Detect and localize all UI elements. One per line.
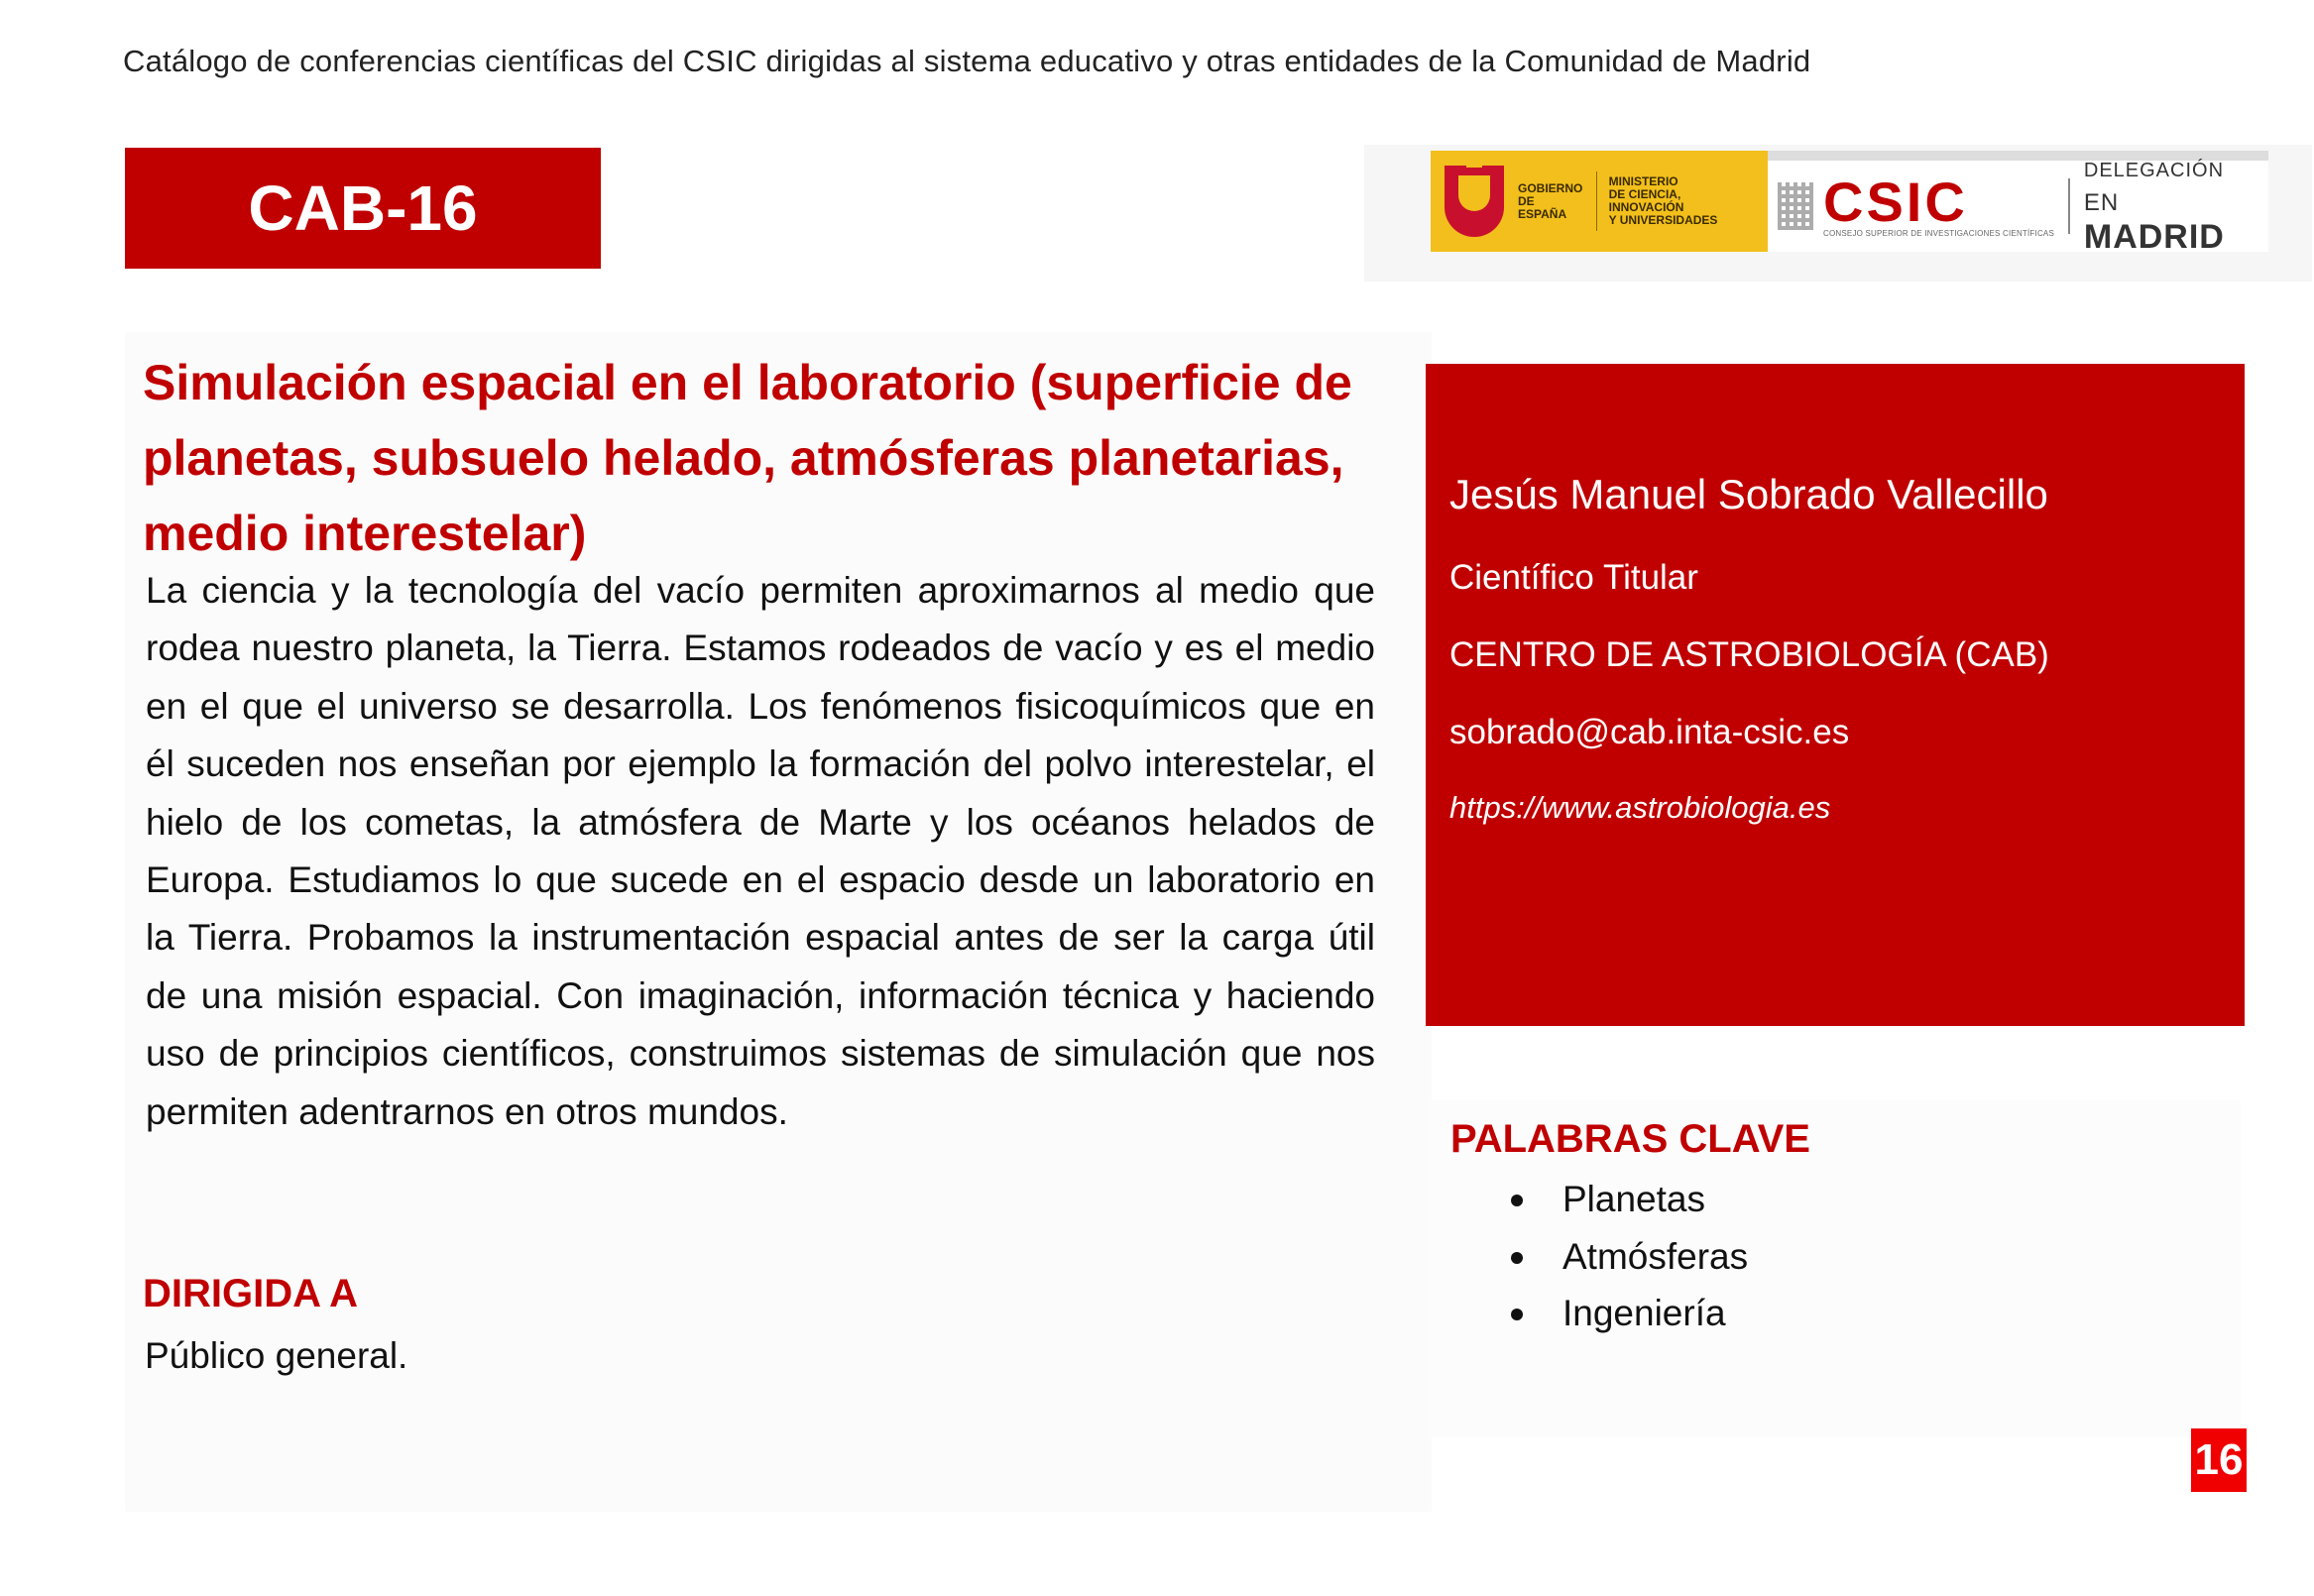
keyword-item: Ingeniería (1507, 1285, 1748, 1342)
government-logo (1431, 151, 1768, 252)
author-role: Científico Titular (1449, 558, 1698, 597)
author-website-link[interactable]: https://www.astrobiologia.es (1449, 790, 1831, 825)
keyword-item: Atmósferas (1507, 1228, 1748, 1286)
csic-emblem-icon (1778, 182, 1813, 230)
government-logo-text: GOBIERNO DE ESPAÑA (1518, 180, 1583, 221)
csic-wordmark: CSIC (1823, 170, 1968, 233)
csic-logo (1768, 151, 2268, 256)
conference-title: Simulación espacial en el laboratorio (superficie de planetas, subsuelo helado, atmósferas planetarias, medio interestelar) (143, 355, 1352, 561)
audience-text: Público general. (145, 1335, 408, 1376)
delegation-logo (2084, 160, 2258, 254)
keywords-list (1507, 1171, 1748, 1342)
conference-code: CAB-16 (248, 172, 478, 244)
catalog-header: Catálogo de conferencias científicas del CSIC dirigidas al sistema educativo y otras entidades de la Comunidad de Madrid (123, 44, 1811, 78)
delegation-madrid: MADRID (2083, 217, 2225, 256)
keywords-heading: PALABRAS CLAVE (1450, 1117, 1810, 1161)
delegation-label: DELEGACIÓN (2083, 159, 2225, 181)
keyword-item: Planetas (1507, 1171, 1748, 1228)
author-name: Jesús Manuel Sobrado Vallecillo (1449, 471, 2048, 517)
author-card (1426, 364, 2245, 1026)
page-number-badge: 16 (2191, 1428, 2247, 1492)
csic-subtitle: CONSEJO SUPERIOR DE INVESTIGACIONES CIENTÍFICAS (1823, 228, 2054, 238)
author-email-link[interactable]: sobrado@cab.inta-csic.es (1449, 713, 1850, 751)
logo-divider (2068, 178, 2070, 234)
conference-code-badge (125, 148, 601, 269)
institution-logos (1431, 151, 2268, 256)
author-center: CENTRO DE ASTROBIOLOGÍA (CAB) (1449, 635, 2049, 674)
logo-divider (1596, 171, 1597, 231)
audience-heading: DIRIGIDA A (143, 1272, 359, 1315)
delegation-en: EN (2083, 188, 2120, 216)
conference-description: La ciencia y la tecnología del vacío permiten aproximarnos al medio que rodea nuestro planeta, la Tierra. Estamos rodeados de vacío y es el medio en el que el universo se desarrolla. Los fenómenos fisicoquímicos que en él suceden nos enseñan por ejemplo la formación del polvo interestelar, el hielo de los cometas, la atmósfera de Marte y los océanos helados de Europa. Estudiamos lo que sucede en el espacio desde un laboratorio en la Tierra. Probamos la instrumentación espacial antes de ser la carga útil de una misión espacial. Con imaginación, información técnica y haciendo uso de principios científicos, construimos sistemas de simulación que nos permiten adentrarnos en otros mundos. (146, 570, 1375, 1132)
ministry-logo-text: MINISTERIO DE CIENCIA, INNOVACIÓN Y UNIVERSIDADES (1608, 174, 1718, 227)
coat-of-arms-icon (1445, 166, 1504, 237)
